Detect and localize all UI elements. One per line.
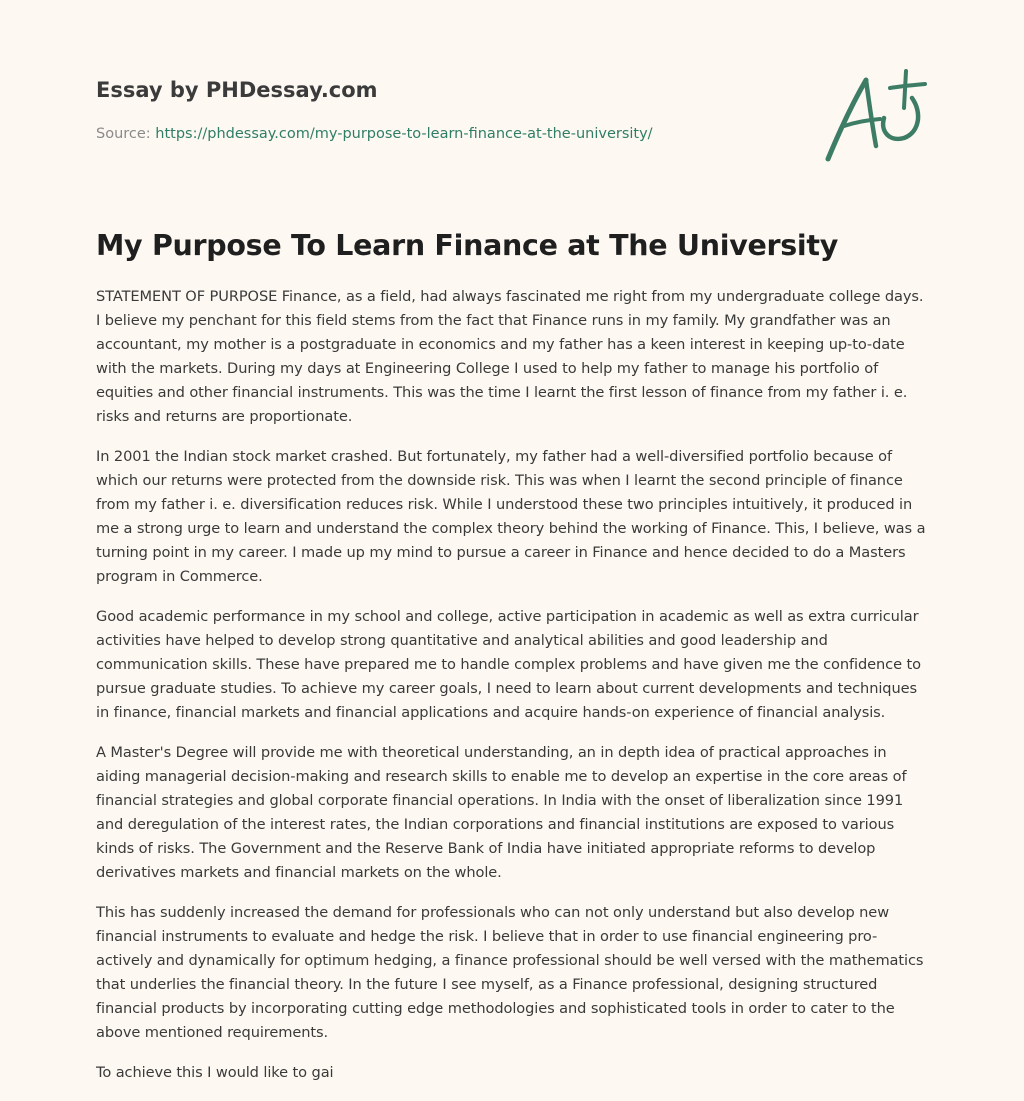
- essay-title: My Purpose To Learn Finance at The University: [96, 229, 838, 262]
- a-plus-logo: [822, 68, 928, 166]
- essay-paragraph: Good academic performance in my school and college, active participation in academic as well as extra curricular activities have helped to develop strong quantitative and analytical abilities and good leadership and communication skills. These have prepared me to handle complex problems and have given me the confidence to pursue graduate studies. To achieve my career goals, I need to learn about current developments and techniques in finance, financial markets and financial applications and acquire hands-on experience of financial analysis.: [96, 608, 921, 721]
- source-link[interactable]: https://phdessay.com/my-purpose-to-learn-finance-at-the-university/: [155, 126, 653, 142]
- site-title: Essay by PHDessay.com: [96, 78, 378, 102]
- essay-paragraph: This has suddenly increased the demand for professionals who can not only understand but also develop new financial instruments to evaluate and hedge the risk. I believe that in order to use financial engineering pro-actively and dynamically for optimum hedging, a finance professional should be well versed with the mathematics that underlies the financial theory. In the future I see myself, as a Finance professional, designing structured financial products by incorporating cutting edge methodologies and sophisticated tools in order to cater to the above mentioned requirements.: [96, 904, 924, 1041]
- source-label: Source:: [96, 126, 151, 142]
- essay-paragraph: In 2001 the Indian stock market crashed. But fortunately, my father had a well-diversified portfolio because of which our returns were protected from the downside risk. This was when I learnt the second principle of finance from my father i. e. diversification reduces risk. While I understood these two principles intuitively, it produced in me a strong urge to learn and understand the complex theory behind the working of Finance. This, I believe, was a turning point in my career. I made up my mind to pursue a career in Finance and hence decided to do a Masters program in Commerce.: [96, 448, 926, 585]
- essay-body: [96, 285, 932, 1101]
- page-header: [96, 76, 736, 144]
- essay-paragraph: To achieve this I would like to gai: [96, 1064, 334, 1081]
- source-line: [96, 124, 736, 144]
- essay-paragraph: STATEMENT OF PURPOSE Finance, as a field, had always fascinated me right from my undergraduate college days. I believe my penchant for this field stems from the fact that Finance runs in my family. My grandfather was an accountant, my mother is a postgraduate in economics and my father has a keen interest in keeping up-to-date with the markets. During my days at Engineering College I used to help my father to manage his portfolio of equities and other financial instruments. This was the time I learnt the first lesson of finance from my father i. e. risks and returns are proportionate.: [96, 288, 924, 425]
- essay-paragraph: A Master's Degree will provide me with theoretical understanding, an in depth idea of practical approaches in aiding managerial decision-making and research skills to enable me to develop an expertise in the core areas of financial strategies and global corporate financial operations. In India with the onset of liberalization since 1991 and deregulation of the interest rates, the Indian corporations and financial institutions are exposed to various kinds of risks. The Government and the Reserve Bank of India have initiated appropriate reforms to develop derivatives markets and financial markets on the whole.: [96, 744, 907, 881]
